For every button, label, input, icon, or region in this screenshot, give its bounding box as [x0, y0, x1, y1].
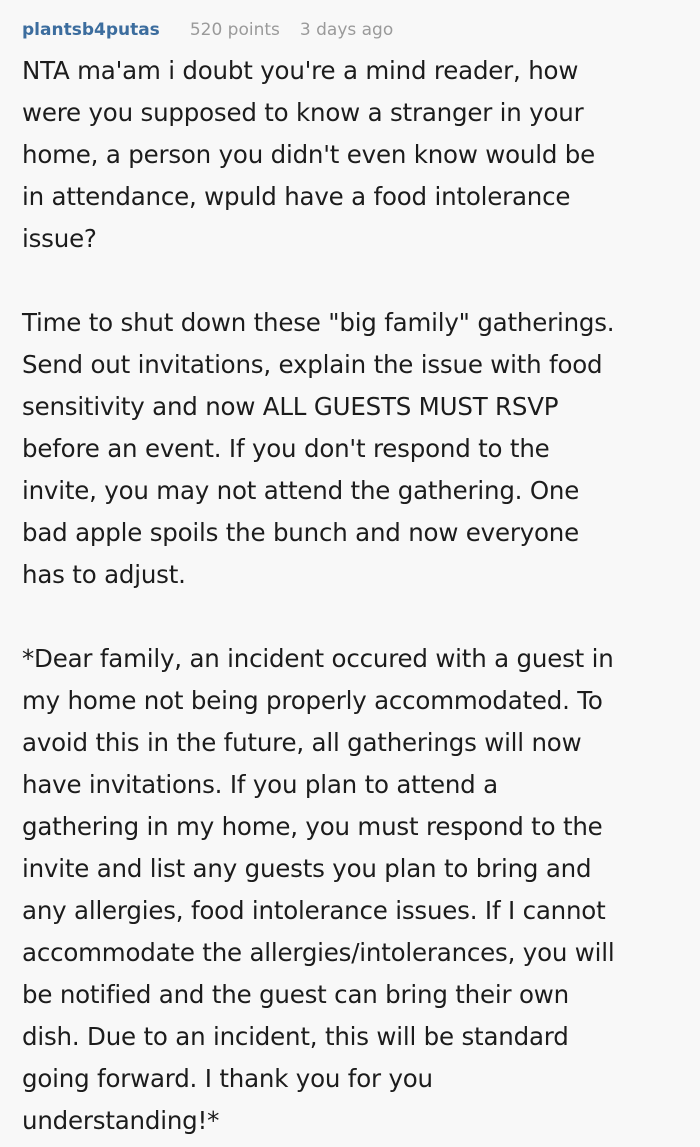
comment-meta [22, 16, 700, 44]
comment-line: avoid this in the future, all gatherings will now [22, 728, 582, 757]
comment-line: NTA ma'am i doubt you're a mind reader, how [22, 56, 579, 85]
comment-line: sensitivity and now ALL GUESTS MUST RSVP [22, 392, 559, 421]
comment-line: my home not being properly accommodated. To [22, 686, 603, 715]
comment-line: gathering in my home, you must respond to the [22, 812, 603, 841]
comment-line: in attendance, wpuld have a food intolerance [22, 182, 571, 211]
comment-line: invite and list any guests you plan to bring and [22, 854, 592, 883]
comment-line: Time to shut down these "big family" gatherings. [22, 308, 615, 337]
timestamp: 3 days ago [299, 20, 394, 40]
comment-body [22, 50, 692, 1142]
comment-line: dish. Due to an incident, this will be standard [22, 1022, 569, 1051]
comment-line: accommodate the allergies/intolerances, you will [22, 938, 615, 967]
comment-line: were you supposed to know a stranger in your [22, 98, 584, 127]
comment-line: Send out invitations, explain the issue with food [22, 350, 603, 379]
comment-line: any allergies, food intolerance issues. If I cannot [22, 896, 606, 925]
comment-line: invite, you may not attend the gathering. One [22, 476, 580, 505]
comment-line: *Dear family, an incident occured with a guest in [22, 644, 614, 673]
comment-line: bad apple spoils the bunch and now everyone [22, 518, 579, 547]
comment-line: understanding!* [22, 1106, 220, 1135]
comment-line: issue? [22, 224, 97, 253]
comment-paragraph-1 [22, 50, 692, 260]
username-link[interactable]: plantsb4putas [22, 20, 160, 40]
comment-paragraph-2 [22, 302, 692, 596]
comment-paragraph-3 [22, 638, 692, 1142]
comment-line: going forward. I thank you for you [22, 1064, 433, 1093]
points-count: 520 points [189, 20, 280, 40]
comment-line: has to adjust. [22, 560, 186, 589]
comment-line: home, a person you didn't even know would be [22, 140, 595, 169]
comment-line: be notified and the guest can bring their own [22, 980, 569, 1009]
comment-line: before an event. If you don't respond to the [22, 434, 550, 463]
comment-line: have invitations. If you plan to attend a [22, 770, 498, 799]
